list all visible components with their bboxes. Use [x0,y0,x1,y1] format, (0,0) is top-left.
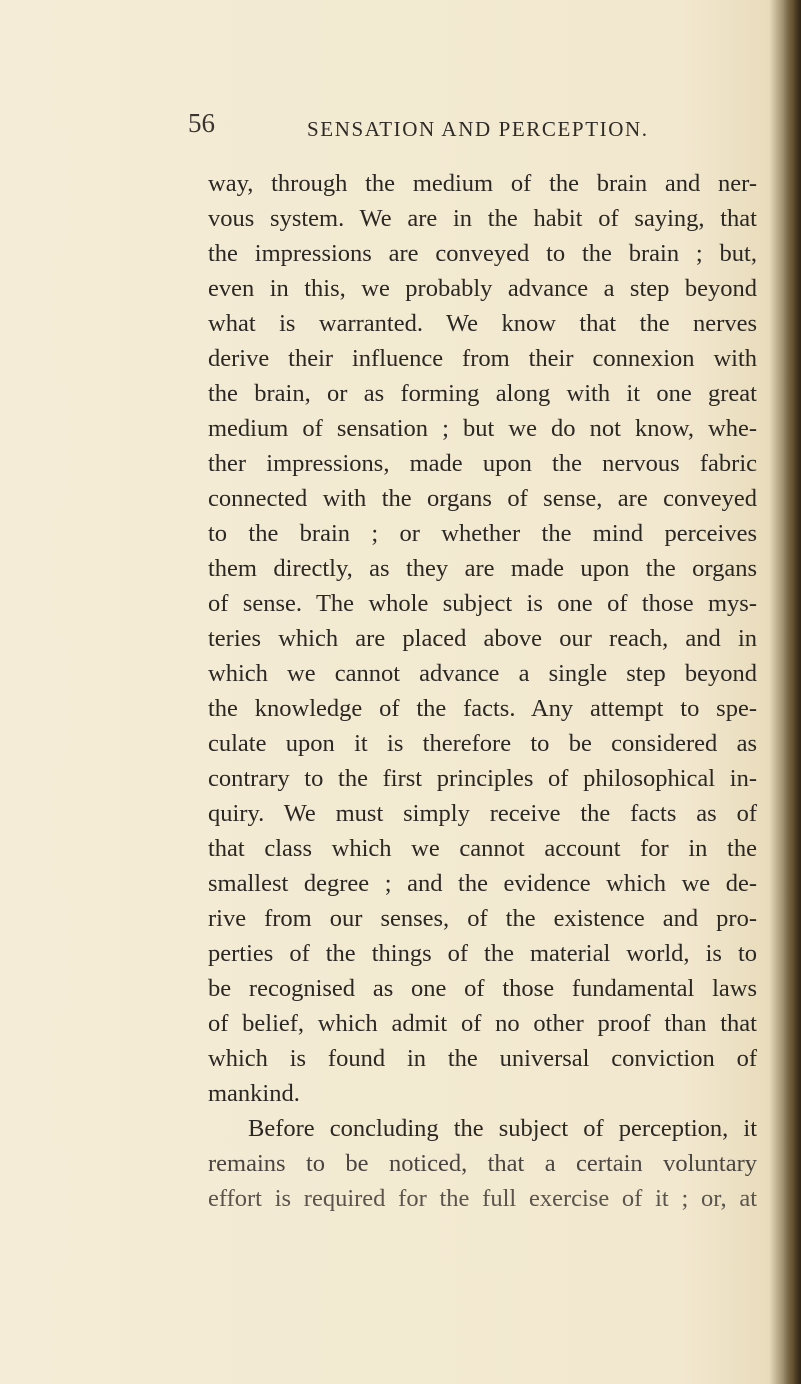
body-line: the knowledge of the facts. Any attempt to spe- [208,695,757,722]
body-line: Before concluding the subject of perception, it [248,1115,757,1142]
body-line: contrary to the first principles of philosophical in- [208,765,757,792]
body-line: connected with the organs of sense, are conveyed [208,485,757,512]
body-line: even in this, we probably advance a step beyond [208,275,757,302]
body-line: of belief, which admit of no other proof than that [208,1010,757,1037]
body-line: the brain, or as forming along with it one great [208,380,757,407]
body-line: vous system. We are in the habit of saying, that [208,205,757,232]
body-line: way, through the medium of the brain and ner- [208,170,757,197]
body-line: what is warranted. We know that the nerves [208,310,757,337]
body-line: ther impressions, made upon the nervous fabric [208,450,757,477]
body-line: rive from our senses, of the existence and pro- [208,905,757,932]
body-line: which is found in the universal conviction of [208,1045,757,1072]
body-line: teries which are placed above our reach, and in [208,625,757,652]
body-line: to the brain ; or whether the mind perceives [208,520,757,547]
body-line: remains to be noticed, that a certain voluntary [208,1150,757,1177]
body-line: mankind. [208,1080,300,1107]
body-line: smallest degree ; and the evidence which we de- [208,870,757,897]
page-edge-shadow [783,0,801,1384]
body-line: effort is required for the full exercise of it ; or, at [208,1185,757,1212]
body-line: medium of sensation ; but we do not know, whe- [208,415,757,442]
body-line: culate upon it is therefore to be considered as [208,730,757,757]
body-line: derive their influence from their connexion with [208,345,757,372]
body-line: be recognised as one of those fundamental laws [208,975,757,1002]
body-line: perties of the things of the material world, is to [208,940,757,967]
body-line: of sense. The whole subject is one of those mys- [208,590,757,617]
body-line: the impressions are conveyed to the brain ; but, [208,240,757,267]
page-number: 56 [188,108,215,138]
running-title: SENSATION AND PERCEPTION. [307,117,649,141]
body-line: which we cannot advance a single step beyond [208,660,757,687]
body-line: quiry. We must simply receive the facts as of [208,800,757,827]
body-line: that class which we cannot account for in the [208,835,757,862]
body-line: them directly, as they are made upon the organs [208,555,757,582]
